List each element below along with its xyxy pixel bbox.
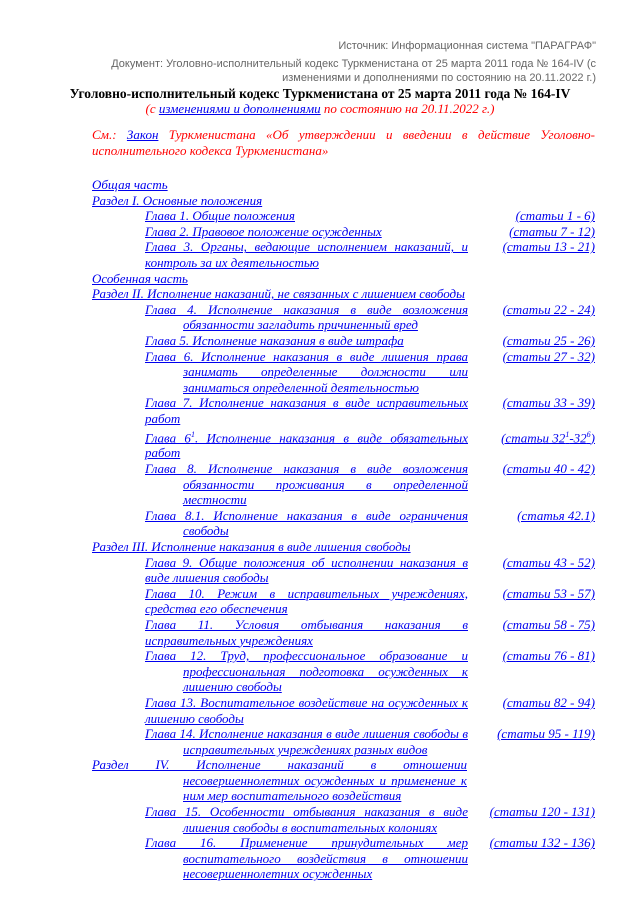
toc-chapter-9[interactable]: Глава 9. Общие положения об исполнении наказания в виде лишения свободы: [145, 554, 468, 586]
toc-chapter-4[interactable]: Глава 4. Исполнение наказания в виде возложения обязанности загладить причиненный вред: [145, 301, 468, 333]
toc-section-1[interactable]: Раздел I. Основные положения: [92, 192, 263, 208]
toc-special-part[interactable]: Особенная часть: [92, 270, 188, 286]
toc-section-2[interactable]: Раздел II. Исполнение наказаний, не связанных с лишением свободы: [92, 286, 465, 302]
document-info: Документ: Уголовно-исполнительный кодекс Туркменистана от 25 марта 2011 года № 164-IV (с изменениями и дополнениями по состоянию на 20.11.2022 г.): [111, 58, 596, 84]
toc-chapter-2-articles[interactable]: (статьи 7 - 12): [509, 223, 595, 239]
toc-chapter-4-articles[interactable]: (статьи 22 - 24): [502, 301, 595, 317]
toc-chapter-16[interactable]: Глава 16. Применение принудительных мер воспитательного воздействия в отношении несовершеннолетних осужденных: [145, 835, 468, 882]
toc-chapter-9-articles[interactable]: (статьи 43 - 52): [502, 554, 595, 570]
toc-row: [92, 395, 595, 426]
toc-chapter-5-articles[interactable]: (статьи 25 - 26): [502, 332, 595, 348]
toc-section-4[interactable]: Раздел IV. Исполнение наказаний в отношении несовершеннолетних осужденных и применение к ним мер воспитательного воздействия: [92, 757, 467, 804]
subtitle: [0, 101, 640, 117]
toc-row: [92, 349, 595, 396]
toc-chapter-13-articles[interactable]: (статьи 82 - 94): [502, 694, 595, 710]
toc-row: [92, 461, 595, 508]
toc-chapter-8-1[interactable]: Глава 8.1. Исполнение наказания в виде ограничения свободы: [145, 507, 468, 539]
toc-chapter-10-articles[interactable]: (статьи 53 - 57): [502, 585, 595, 601]
toc-general-part[interactable]: Общая часть: [92, 177, 168, 192]
toc-chapter-6-1-articles[interactable]: [501, 427, 595, 446]
toc-chapter-1-articles[interactable]: (статьи 1 - 6): [515, 208, 595, 224]
arts-a: (статьи 32: [501, 429, 566, 445]
toc-row: [92, 617, 595, 648]
toc-chapter-11[interactable]: Глава 11. Условия отбывания наказания в исправительных учреждениях: [145, 616, 468, 648]
toc-chapter-7[interactable]: Глава 7. Исполнение наказания в виде исправительных работ: [145, 395, 468, 426]
toc-row: [92, 208, 595, 224]
toc-row: [92, 586, 595, 617]
toc-row: [92, 302, 595, 333]
toc-chapter-15[interactable]: Глава 15. Особенности отбывания наказания в виде лишения свободы в воспитательных колониях: [145, 804, 468, 835]
arts-b: -32: [569, 429, 587, 445]
subtitle-prefix: (с: [145, 101, 159, 116]
toc-row: [92, 427, 595, 462]
toc-row: [92, 508, 595, 539]
toc-chapter-3-articles[interactable]: (статьи 13 - 21): [502, 239, 595, 255]
law-link[interactable]: Закон: [126, 127, 159, 142]
toc-chapter-1[interactable]: Глава 1. Общие положения: [145, 208, 295, 224]
see-prefix: См.:: [92, 127, 127, 142]
see-also-note: [92, 127, 595, 159]
toc-row: [92, 726, 595, 757]
toc-chapter-11-articles[interactable]: (статьи 58 - 75): [502, 616, 595, 632]
toc-row: [92, 333, 595, 349]
toc-chapter-6-1[interactable]: [145, 427, 468, 462]
toc-chapter-6-articles[interactable]: (статьи 27 - 32): [502, 348, 595, 364]
toc-chapter-12[interactable]: Глава 12. Труд, профессиональное образование и профессиональная подготовка осужденных к лишению свободы: [145, 648, 468, 695]
toc-chapter-8-1-articles[interactable]: (статья 42.1): [517, 507, 595, 523]
see-text: Туркменистана «Об утверждении и введении в действие Уголовно-исполнительного кодекса Туркменистана»: [92, 127, 595, 158]
arts-c: ): [590, 429, 595, 445]
toc-chapter-12-articles[interactable]: (статьи 76 - 81): [502, 648, 595, 664]
source-line: Источник: Информационная система "ПАРАГРАФ": [338, 40, 596, 52]
chapter-6-1-sup: 1: [190, 429, 195, 439]
amendments-link[interactable]: изменениями и дополнениями: [158, 101, 321, 116]
subtitle-suffix: по состоянию на 20.11.2022 г.): [320, 101, 495, 116]
chapter-6-1-title-b: . Исполнение наказания в виде обязательных работ: [145, 429, 468, 461]
toc-chapter-14-articles[interactable]: (статьи 95 - 119): [497, 726, 595, 742]
table-of-contents: [92, 177, 595, 882]
toc-row: [92, 555, 595, 586]
toc-row: [92, 804, 595, 835]
arts-sup1: 1: [565, 429, 570, 439]
chapter-6-1-title-a: Глава 6: [145, 429, 191, 445]
toc-chapter-5[interactable]: Глава 5. Исполнение наказания в виде штрафа: [145, 332, 404, 348]
toc-chapter-3[interactable]: Глава 3. Органы, ведающие исполнением наказаний, и контроль за их деятельностью: [145, 239, 468, 270]
toc-chapter-10[interactable]: Глава 10. Режим в исправительных учреждениях, средства его обеспечения: [145, 585, 468, 617]
toc-chapter-15-articles[interactable]: (статьи 120 - 131): [489, 804, 595, 820]
toc-chapter-8[interactable]: Глава 8. Исполнение наказания в виде возложения обязанности проживания в определенной местности: [145, 461, 468, 508]
toc-row: [92, 835, 595, 882]
toc-chapter-7-articles[interactable]: (статьи 33 - 39): [502, 395, 595, 411]
toc-chapter-2[interactable]: Глава 2. Правовое положение осужденных: [145, 223, 382, 239]
toc-chapter-8-articles[interactable]: (статьи 40 - 42): [502, 461, 595, 477]
toc-row: [92, 695, 595, 726]
toc-chapter-13[interactable]: Глава 13. Воспитательное воздействие на осужденных к лишению свободы: [145, 694, 468, 726]
toc-row: [92, 239, 595, 270]
toc-section-3[interactable]: Раздел III. Исполнение наказания в виде лишения свободы: [92, 538, 411, 554]
page-title: Уголовно-исполнительный кодекс Туркменистана от 25 марта 2011 года № 164-IV: [69, 86, 571, 101]
toc-chapter-6[interactable]: Глава 6. Исполнение наказания в виде лишения права занимать определенные должности или заниматься определенной деятельностью: [145, 348, 468, 395]
toc-chapter-14[interactable]: Глава 14. Исполнение наказания в виде лишения свободы в исправительных учреждениях разных видов: [145, 726, 468, 757]
arts-sup2: 6: [586, 429, 591, 439]
toc-row: [92, 224, 595, 240]
toc-chapter-16-articles[interactable]: (статьи 132 - 136): [489, 835, 595, 851]
toc-row: [92, 648, 595, 695]
